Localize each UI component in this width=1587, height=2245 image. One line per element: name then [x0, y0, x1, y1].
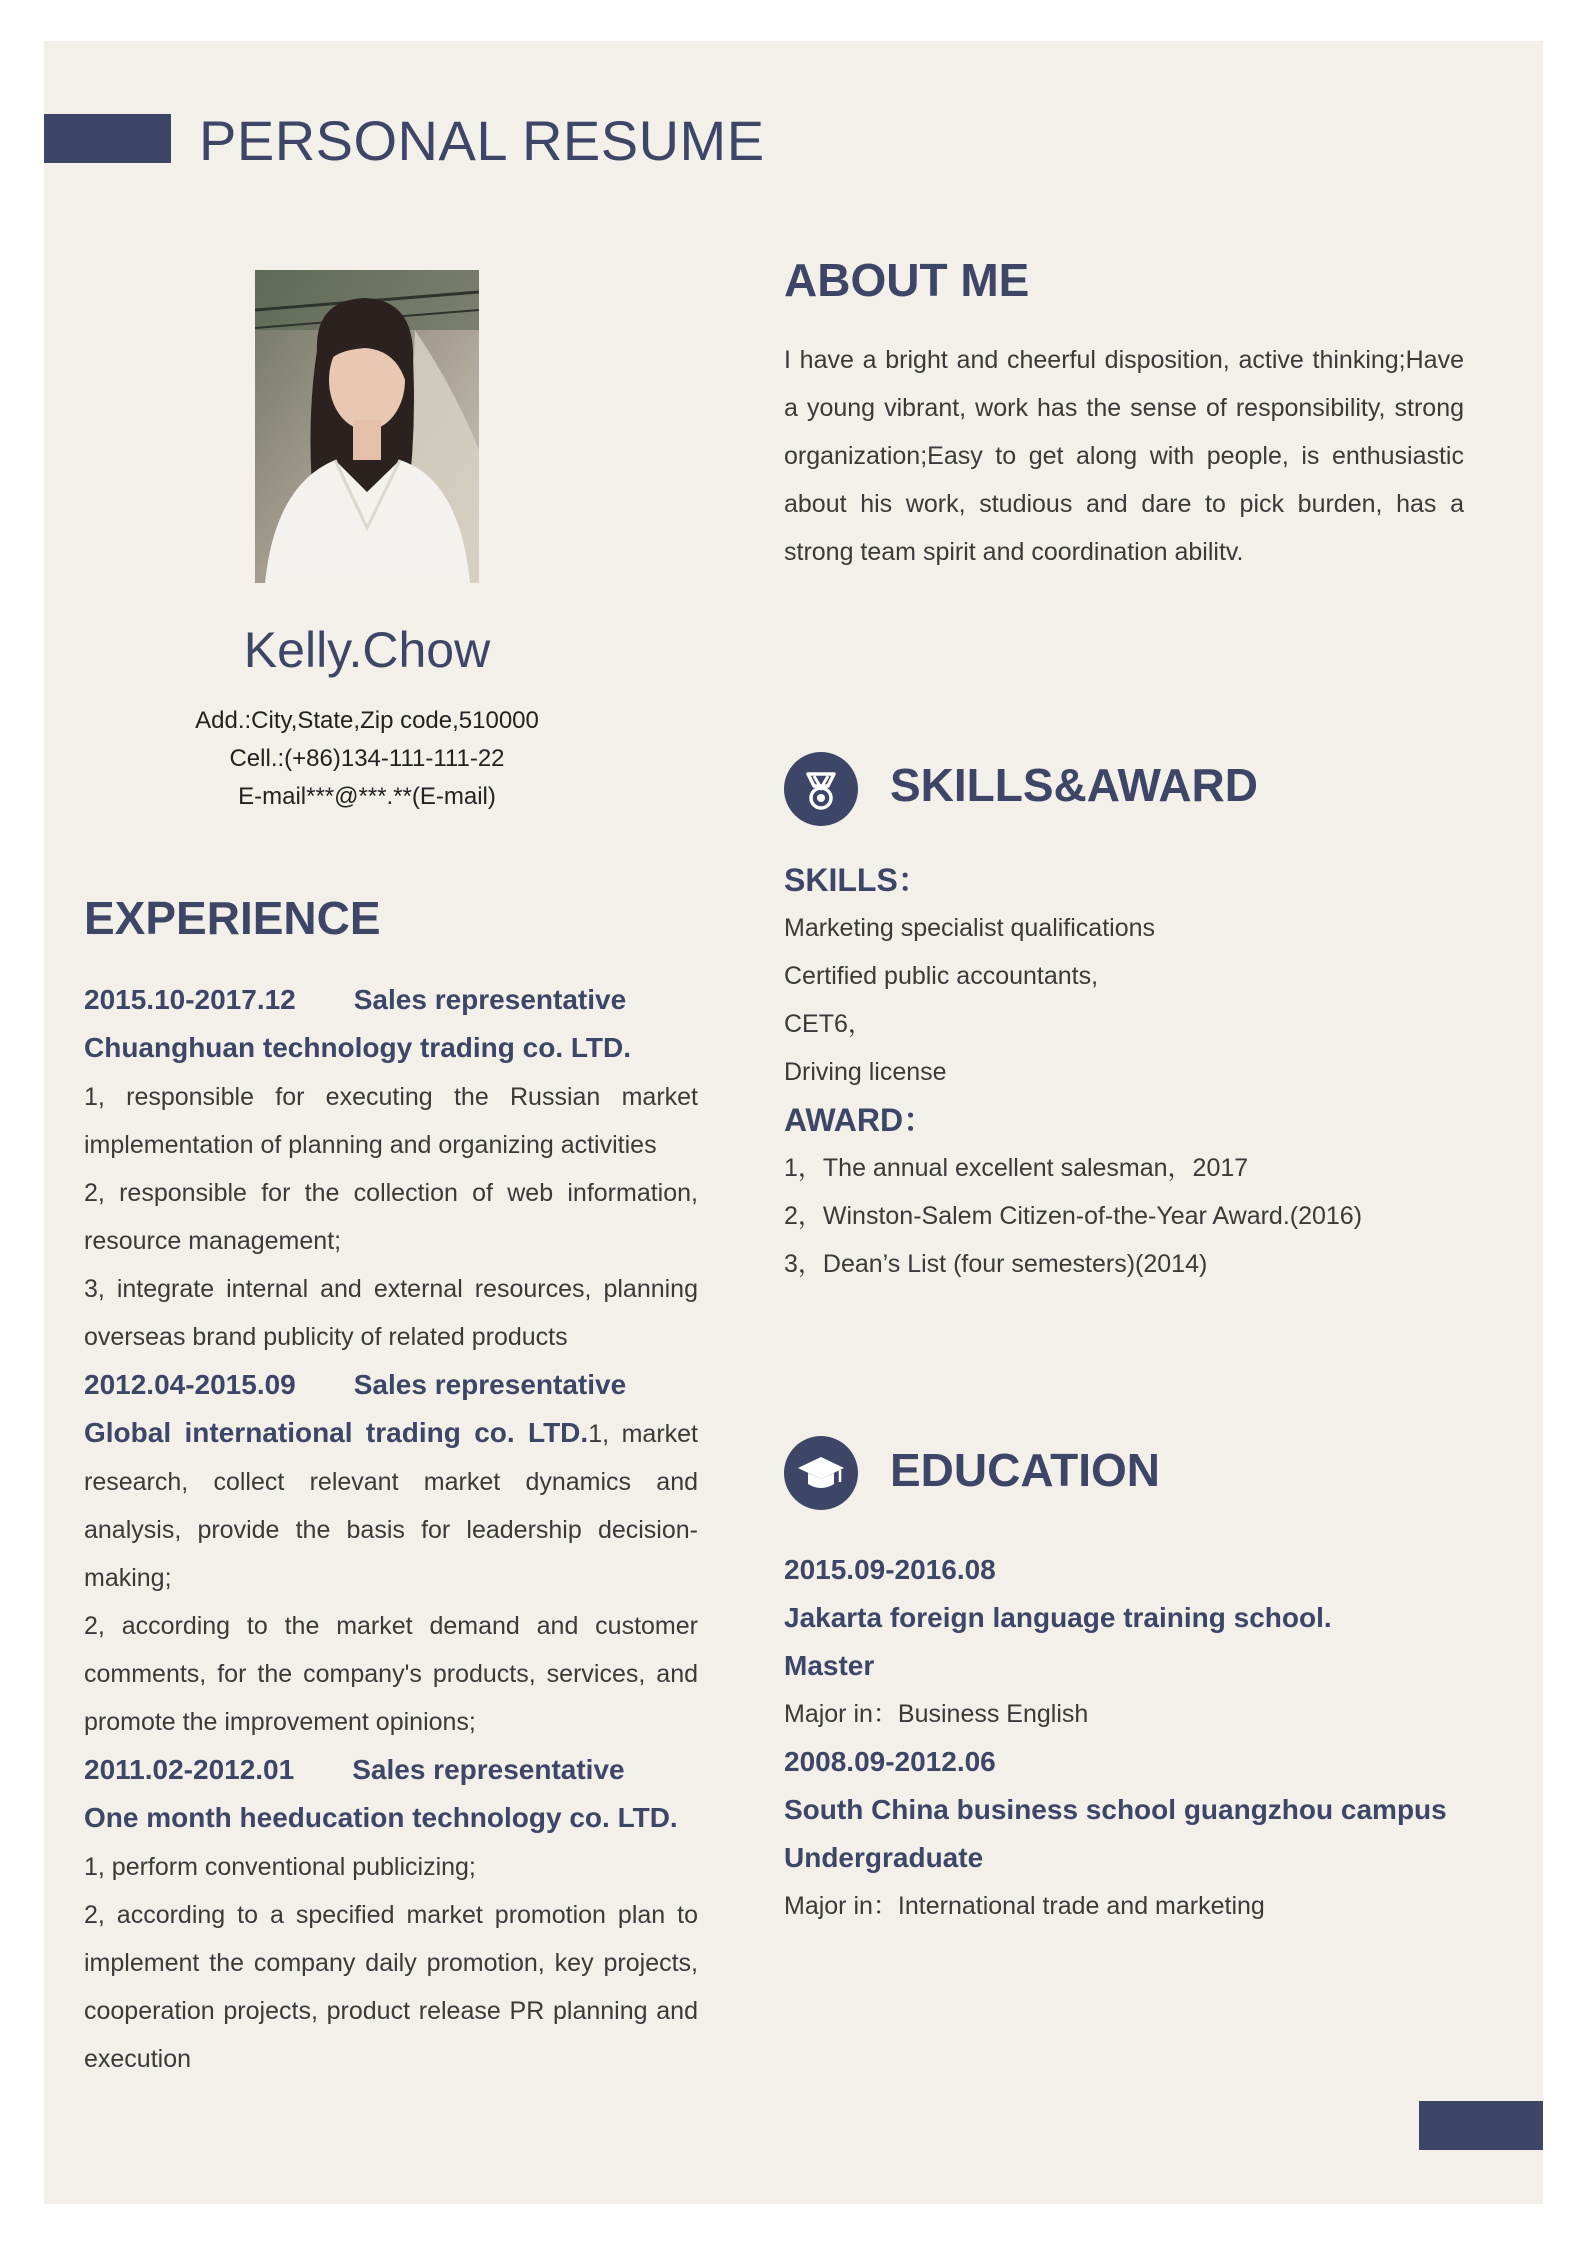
- experience-period: 2015.10-2017.12: [84, 984, 296, 1015]
- experience-role: Sales representative: [353, 1369, 627, 1400]
- graduation-cap-icon: [784, 1436, 858, 1510]
- skills-award-heading: SKILLS&AWARD: [890, 759, 1258, 811]
- contact-address: Add.:City,State,Zip code,510000: [195, 707, 539, 734]
- skills-label: SKILLS：: [784, 862, 930, 898]
- experience-item: 1, responsible for executing the Russian market implementation of planning and organizing activities: [84, 1083, 698, 1159]
- experience-company: Chuanghuan technology trading co. LTD.: [84, 1032, 632, 1063]
- about-text: I have a bright and cheerful disposition, active thinking;Have a young vibrant, work has the sense of responsibility, strong organization;Easy to get along with people, is enthusiastic about his work, studious and dare to pick burden, has a strong team spirit and coordination abilitv.: [784, 346, 1464, 566]
- experience-company: One month heeducation technology co. LTD.: [84, 1802, 678, 1833]
- contact-cell: Cell.:(+86)134-111-111-22: [229, 745, 505, 772]
- experience-period-role: [84, 976, 698, 1024]
- skill-item: Certified public accountants,: [784, 962, 1099, 990]
- skill-item: Marketing specialist qualifications: [784, 914, 1156, 942]
- experience-entry: [84, 976, 698, 1361]
- experience-role: Sales representative: [353, 984, 627, 1015]
- experience-item: 2, according to a specified market promotion plan to implement the company daily promotion, key projects, cooperation projects, product release PR planning and execution: [84, 1901, 698, 2073]
- profile-photo: [255, 270, 479, 583]
- experience-entry: [84, 1361, 698, 1746]
- footer-accent-bar: [1419, 2101, 1543, 2150]
- experience-item: 1, perform conventional publicizing;: [84, 1853, 476, 1881]
- education-major: Major in：International trade and marketing: [784, 1892, 1265, 1920]
- education-degree: Undergraduate: [784, 1842, 984, 1873]
- experience-entry: [84, 1746, 698, 2083]
- experience-item: 2, according to the market demand and customer comments, for the company's products, services, and promote the improvement opinions;: [84, 1612, 698, 1736]
- award-item: 2，Winston-Salem Citizen-of-the-Year Award.(2016): [784, 1202, 1363, 1230]
- page-title: PERSONAL RESUME: [199, 109, 765, 172]
- about-heading: ABOUT ME: [784, 254, 1030, 306]
- experience-item: 3, integrate internal and external resources, planning overseas brand publicity of related products: [84, 1275, 698, 1351]
- skills-award-section: [784, 856, 1464, 1288]
- experience-company-line: [84, 1409, 698, 1602]
- award-medal-icon: [784, 752, 858, 826]
- contact-email: E-mail***@***.**(E-mail): [238, 783, 496, 810]
- education-school: South China business school guangzhou campus: [784, 1794, 1447, 1825]
- award-label: AWARD：: [784, 1102, 936, 1138]
- education-period: 2008.09-2012.06: [784, 1746, 996, 1777]
- skill-item: CET6，: [784, 1010, 873, 1038]
- experience-company-line: [84, 1024, 698, 1073]
- experience-item: 2, responsible for the collection of web information, resource management;: [84, 1179, 698, 1255]
- award-item: 3，Dean’s List (four semesters)(2014): [784, 1250, 1208, 1278]
- header-accent-bar: [44, 114, 171, 163]
- education-entry: [784, 1738, 1464, 1930]
- profile-name: Kelly.Chow: [243, 622, 491, 678]
- experience-period-role: [84, 1361, 698, 1409]
- experience-role: Sales representative: [352, 1754, 625, 1785]
- about-section: [784, 336, 1464, 576]
- experience-period: 2012.04-2015.09: [84, 1369, 296, 1400]
- education-heading: EDUCATION: [890, 1444, 1161, 1496]
- experience-list: [84, 976, 698, 2083]
- education-section: [784, 1546, 1464, 1930]
- experience-heading: EXPERIENCE: [84, 892, 381, 944]
- experience-item: 1, market research, collect relevant market dynamics and analysis, provide the basis for leadership decision-making;: [84, 1420, 699, 1592]
- education-major: Major in：Business English: [784, 1700, 1089, 1728]
- contact-info: [84, 702, 650, 816]
- skill-item: Driving license: [784, 1058, 947, 1086]
- award-item: 1，The annual excellent salesman，2017: [784, 1154, 1249, 1182]
- experience-period: 2011.02-2012.01: [84, 1754, 295, 1785]
- education-period: 2015.09-2016.08: [784, 1554, 996, 1585]
- education-school: Jakarta foreign language training school.: [784, 1602, 1332, 1633]
- experience-company: Global international trading co. LTD.: [84, 1417, 589, 1448]
- education-degree: Master: [784, 1650, 875, 1681]
- education-entry: [784, 1546, 1464, 1738]
- experience-period-role: [84, 1746, 698, 1794]
- experience-company-line: [84, 1794, 698, 1843]
